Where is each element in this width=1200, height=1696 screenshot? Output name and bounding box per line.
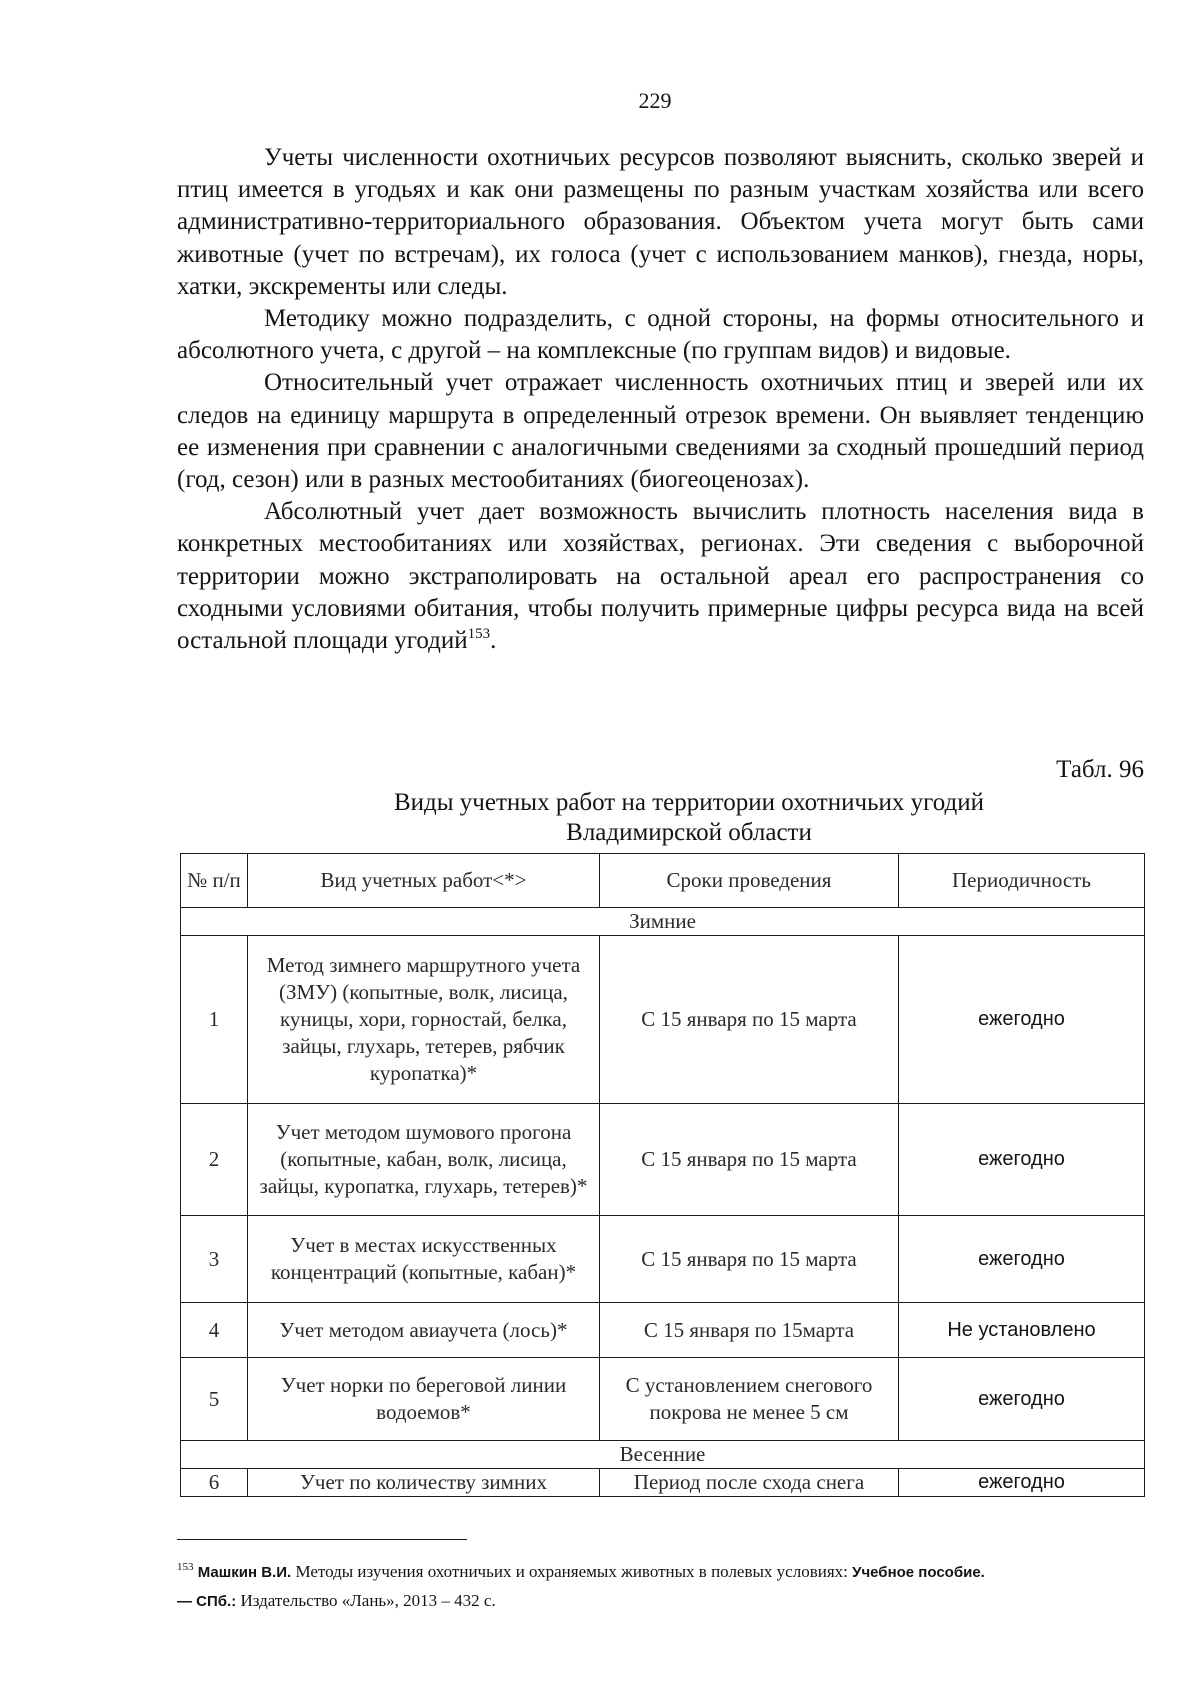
cell-num: 1	[181, 936, 248, 1104]
cell-dates: С 15 января по 15марта	[600, 1303, 899, 1358]
table-caption-line-1: Виды учетных работ на территории охотничьих угодий	[393, 789, 984, 816]
cell-num: 3	[181, 1216, 248, 1303]
cell-type: Учет норки по береговой линии водоемов*	[248, 1358, 600, 1441]
paragraph-4	[177, 496, 1144, 657]
footnote-divider	[177, 1539, 467, 1540]
table-row	[181, 1216, 1145, 1303]
cell-period: ежегодно	[899, 1469, 1145, 1497]
cell-num: 4	[181, 1303, 248, 1358]
footnote-type: Учебное пособие.	[852, 1564, 985, 1581]
footnote-number: 153	[177, 1561, 194, 1573]
cell-period: Не установлено	[899, 1303, 1145, 1358]
header-type: Вид учетных работ<*>	[248, 854, 600, 908]
footnote-publisher: Издательство «Лань», 2013 – 432 с.	[240, 1591, 496, 1610]
body-text	[177, 142, 1144, 657]
header-num: № п/п	[181, 854, 248, 908]
footnote-city: — СПб.:	[177, 1593, 237, 1610]
cell-num: 6	[181, 1469, 248, 1497]
cell-dates: С 15 января по 15 марта	[600, 1104, 899, 1216]
cell-type: Учет методом авиаучета (лось)*	[248, 1303, 600, 1358]
cell-dates: Период после схода снега	[600, 1469, 899, 1497]
cell-type: Учет в местах искусственных концентраций (копытные, кабан)*	[248, 1216, 600, 1303]
cell-period: ежегодно	[899, 1216, 1145, 1303]
cell-dates: С 15 января по 15 марта	[600, 1216, 899, 1303]
cell-type: Учет методом шумового прогона (копытные, кабан, волк, лисица, зайцы, куропатка, глухарь, тетерев)*	[248, 1104, 600, 1216]
header-dates: Сроки проведения	[600, 854, 899, 908]
table-label: Табл. 96	[1056, 756, 1144, 783]
cell-period: ежегодно	[899, 936, 1145, 1104]
cell-dates: С установлением снегового покрова не менее 5 см	[600, 1358, 899, 1441]
cell-period: ежегодно	[899, 1358, 1145, 1441]
paragraph-4-text: Абсолютный учет дает возможность вычислить плотность населения вида в конкретных местообитаниях или хозяйствах, регионах. Эти сведения с выборочной территории можно экстраполировать на остальной ареал его распространения со сходными условиями обитания, чтобы получить примерные цифры ресурса вида на всей остальной площади угодий	[177, 498, 1144, 655]
section-label-spring: Весенние	[181, 1441, 1145, 1469]
cell-num: 5	[181, 1358, 248, 1441]
paragraph-2: Методику можно подразделить, с одной стороны, на формы относительного и абсолютного учета, с другой – на комплексные (по группам видов) и видовые.	[177, 305, 1144, 365]
table-caption-line-2: Владимирской области	[566, 819, 812, 846]
footnote-author: Машкин В.И.	[197, 1564, 292, 1581]
footnote-reference[interactable]: 153	[467, 626, 491, 643]
paragraph-3: Относительный учет отражает численность охотничьих птиц и зверей или их следов на единицу маршрута в определенный отрезок времени. Он выявляет тенденцию ее изменения при сравнении с аналогичными сведениями за сходный прошедший период (год, сезон) или в разных местообитаниях (биогеоценозах).	[177, 369, 1144, 494]
table-row	[181, 1358, 1145, 1441]
header-period: Периодичность	[899, 854, 1145, 908]
table-row	[181, 1469, 1145, 1497]
cell-type: Метод зимнего маршрутного учета (ЗМУ) (копытные, волк, лисица, куницы, хори, горностай, белка, зайцы, глухарь, тетерев, рябчик куропатка)*	[248, 936, 600, 1104]
section-label-winter: Зимние	[181, 908, 1145, 936]
footnote	[177, 1558, 1144, 1616]
table-row	[181, 1104, 1145, 1216]
cell-num: 2	[181, 1104, 248, 1216]
table-row	[181, 1303, 1145, 1358]
table-caption	[320, 788, 1058, 848]
paragraph-1: Учеты численности охотничьих ресурсов позволяют выяснить, сколько зверей и птиц имеется в угодьях и как они размещены по разным участкам хозяйства или всего административно-территориального образования. Объектом учета могут быть сами животные (учет по встречам), их голоса (учет с использованием манков), гнезда, норы, хатки, экскременты или следы.	[177, 144, 1144, 300]
hunting-survey-table	[180, 853, 1145, 1497]
page-number: 229	[638, 88, 672, 113]
cell-period: ежегодно	[899, 1104, 1145, 1216]
footnote-title: Методы изучения охотничьих и охраняемых животных в полевых условиях:	[295, 1562, 848, 1581]
section-row-winter	[181, 908, 1145, 936]
paragraph-4-end: .	[490, 627, 497, 655]
cell-type: Учет по количеству зимних	[248, 1469, 600, 1497]
cell-dates: С 15 января по 15 марта	[600, 936, 899, 1104]
section-row-spring	[181, 1441, 1145, 1469]
table-header-row	[181, 854, 1145, 908]
table-row	[181, 936, 1145, 1104]
